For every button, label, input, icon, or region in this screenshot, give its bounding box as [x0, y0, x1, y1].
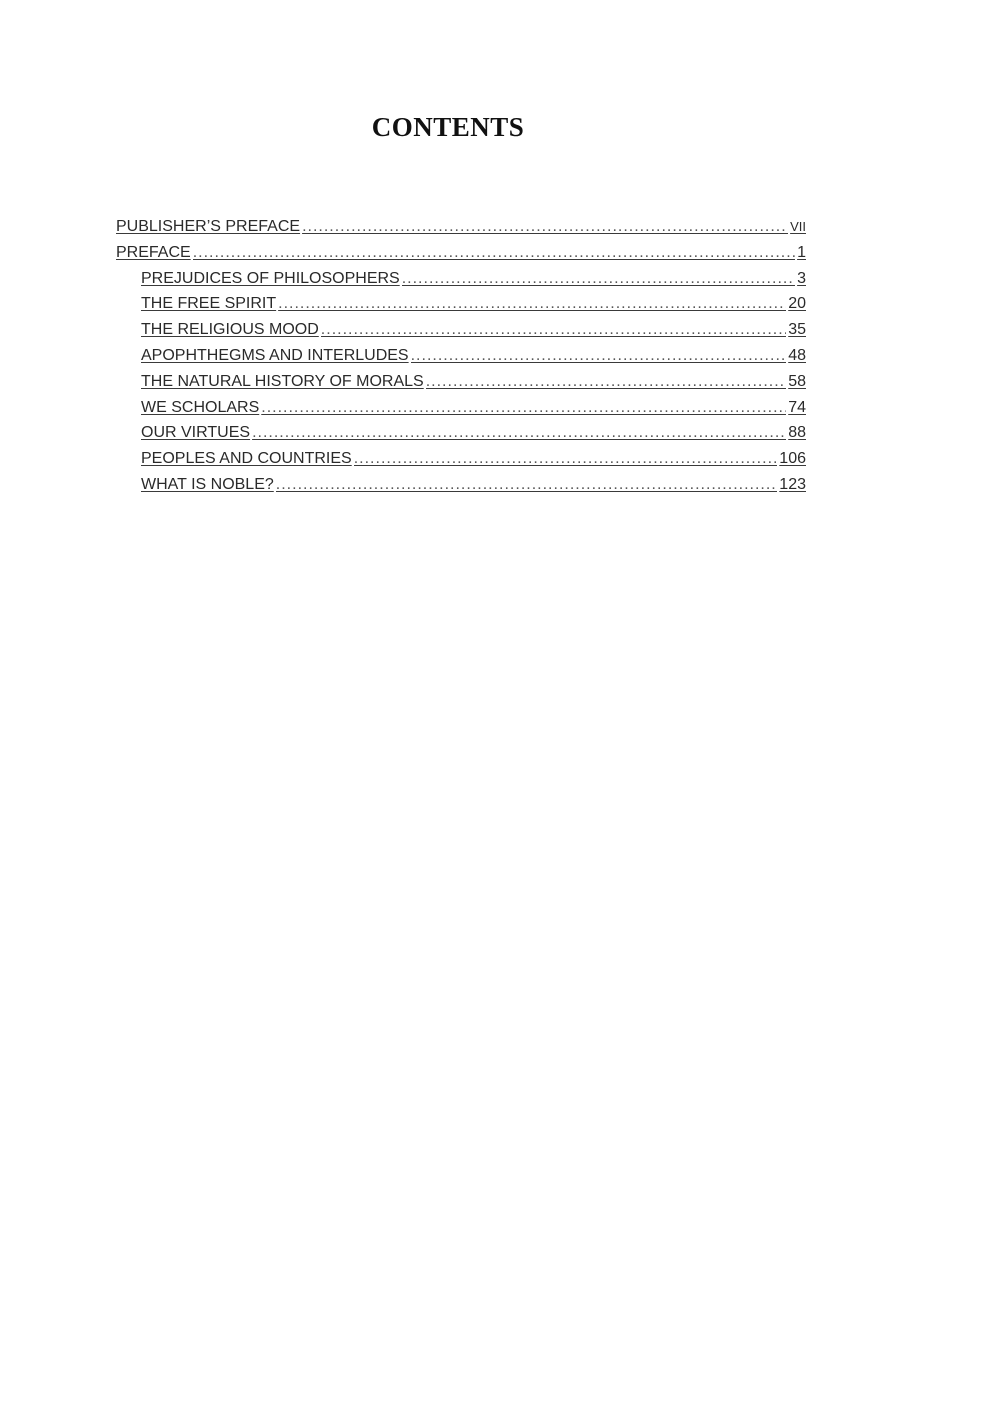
toc-entry-natural-history-of-morals[interactable]: [116, 373, 806, 399]
toc-dot-leader: [276, 476, 778, 494]
toc-dot-leader: [252, 424, 786, 442]
toc-entry-label: PEOPLES AND COUNTRIES: [141, 450, 352, 468]
toc-entry-label: WHAT IS NOBLE?: [141, 475, 274, 493]
toc-page-number: 35: [788, 321, 806, 339]
toc-dot-leader: [354, 450, 778, 468]
toc-page-number: 1: [797, 243, 806, 261]
toc-page-number: 48: [788, 346, 806, 364]
toc-entry-label: APOPHTHEGMS AND INTERLUDES: [141, 346, 409, 364]
toc-entry-label: OUR VIRTUES: [141, 424, 251, 442]
toc-entry-what-is-noble[interactable]: [116, 476, 806, 502]
toc-entry-the-religious-mood[interactable]: [116, 321, 806, 347]
page-title: CONTENTS: [371, 112, 525, 142]
toc-dot-leader: [321, 321, 786, 339]
toc-entry-our-virtues[interactable]: [116, 424, 806, 450]
toc-entry-we-scholars[interactable]: [116, 399, 806, 425]
toc-entry-label: PREFACE: [116, 243, 191, 261]
toc-page-number: 106: [779, 450, 806, 468]
toc-entry-label: THE RELIGIOUS MOOD: [141, 321, 319, 339]
toc-page-number: 20: [788, 295, 806, 313]
toc-entry-apophthegms-and-interludes[interactable]: [116, 347, 806, 373]
toc-entry-prejudices-of-philosophers[interactable]: [116, 270, 806, 296]
toc-dot-leader: [411, 347, 787, 365]
toc-entry-peoples-and-countries[interactable]: [116, 450, 806, 476]
toc-page-number: 58: [788, 372, 806, 390]
toc-page-number: 88: [788, 424, 806, 442]
toc-page-number: 74: [788, 398, 806, 416]
toc-entry-label: PREJUDICES OF PHILOSOPHERS: [141, 269, 400, 287]
toc-dot-leader: [278, 295, 786, 313]
toc-dot-leader: [402, 270, 795, 288]
table-of-contents: [116, 218, 806, 502]
toc-entry-the-free-spirit[interactable]: [116, 295, 806, 321]
toc-dot-leader: [193, 244, 795, 262]
toc-dot-leader: [302, 218, 788, 236]
toc-dot-leader: [426, 373, 786, 391]
toc-entry-label: PUBLISHER’S PREFACE: [116, 218, 301, 235]
toc-entry-publishers-preface[interactable]: [116, 218, 806, 244]
toc-entry-label: THE FREE SPIRIT: [141, 295, 277, 313]
toc-page-number: 123: [779, 475, 806, 493]
toc-page-number: 3: [797, 269, 806, 287]
toc-entry-preface[interactable]: [116, 244, 806, 270]
toc-entry-label: THE NATURAL HISTORY OF MORALS: [141, 372, 424, 390]
toc-dot-leader: [261, 399, 786, 417]
toc-page-number: VII: [790, 219, 806, 234]
toc-entry-label: WE SCHOLARS: [141, 398, 260, 416]
